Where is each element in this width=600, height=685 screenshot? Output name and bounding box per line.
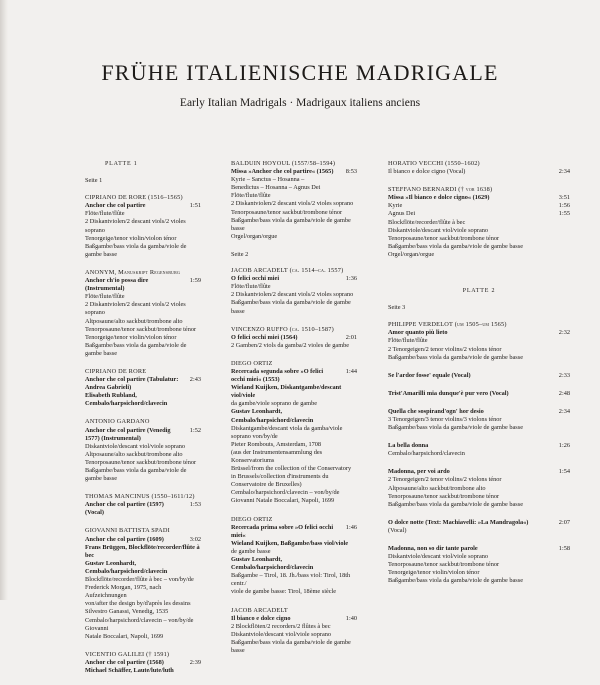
track-duration: 2:33: [558, 371, 570, 379]
track-text: da gambe/viole soprano de gambe: [231, 400, 318, 408]
track-line: [231, 299, 357, 315]
track-text: Baßgambe/bass viola da gamba/viole de gambe basse: [388, 242, 523, 250]
track-entry: [231, 267, 357, 316]
track-text: Blockflöte/recorder/flûte à bec – von/by/de: [85, 576, 194, 584]
track-text: Se l'ardor fosse' equale (Vocal): [388, 371, 471, 379]
track-line: [231, 433, 357, 441]
track-text: Amor quanto più lieto: [388, 329, 448, 337]
track-line: [231, 176, 357, 184]
track-text: Recercada segunda sobre »O felici occhi miei« (1553): [231, 367, 324, 384]
track-line: [85, 293, 201, 301]
track-duration: 1:52: [189, 426, 201, 434]
track-entry: [388, 468, 570, 508]
track-text: 3 Tenorgeigen/3 tenor violins/3 violons ténor: [388, 415, 502, 423]
track-line: [231, 548, 357, 556]
track-text: Gustav Leonhardt, Cembalo/harpsichord/clavecin: [85, 559, 168, 575]
track-line: [231, 200, 357, 208]
track-line: [231, 572, 357, 588]
track-text: Kyrie – Sanctus – Hosanna –: [231, 176, 305, 184]
track-text: Baßgambe/bass viola da gamba/viole de gambe basse: [231, 638, 351, 654]
composer-line: [85, 269, 201, 277]
composer-line: [231, 360, 357, 368]
side-heading: Seite 3: [388, 304, 406, 312]
track-line: [231, 449, 357, 465]
track-line: [231, 233, 357, 241]
track-line: [388, 569, 570, 577]
track-line: [388, 501, 570, 509]
composer-line: [231, 267, 357, 275]
track-text: Baßgambe/bass viola da gamba/viole de gambe basse: [231, 299, 351, 315]
track-text: Anchor ch'io possa dire (Instrumental): [85, 277, 149, 293]
track-text: 2 Blockflöten/2 recorders/2 flûtes à bec: [231, 622, 331, 630]
composer-name: JACOB ARCADELT (ca. 1514–ca. 1557): [231, 267, 344, 275]
track-text: Baßgambe/bass viola da gamba/viole de gambe basse: [85, 467, 187, 483]
track-line: [85, 584, 201, 600]
track-text: Tenorposaune/tenor sackbut/trombone ténor: [231, 208, 343, 216]
track-duration: 3:02: [189, 535, 201, 543]
track-line: [388, 372, 570, 380]
track-text: Anchor che col partire (1597) (Vocal): [85, 501, 164, 517]
track-text: O felici occhi miei: [231, 275, 280, 283]
track-text: Kyrie: [388, 202, 403, 210]
track-line: [231, 631, 357, 639]
track-entry: [231, 160, 357, 241]
track-duration: 1:26: [558, 442, 570, 450]
composer-line: [388, 186, 570, 194]
composer-line: [85, 368, 201, 376]
track-text: Cembalo/harpsichord/clavecin – von/by/de Giovanni: [85, 616, 194, 632]
track-duration: 1:53: [189, 501, 201, 509]
track-line: [85, 202, 201, 210]
track-text: Tenorposaune/tenor sackbut/trombone ténor: [85, 325, 197, 333]
track-duration: 1:55: [558, 210, 570, 218]
track-text: Baßgambe/bass viola da gamba/viole de gambe basse: [85, 341, 187, 357]
track-line: [388, 476, 570, 484]
tracklist-column-2: [231, 160, 357, 665]
track-duration: 2:34: [558, 407, 570, 415]
track-line: [85, 326, 201, 334]
track-text: Baßgambe/bass viola da gamba/viole de gambe basse: [388, 424, 523, 432]
track-text: Tenorposaune/tenor sackbut/trombone ténor: [388, 492, 500, 500]
track-text: Anchor che col partire (Tabulatur: Andrea Gabrieli): [85, 376, 179, 392]
track-line: [231, 184, 357, 192]
composer-name: THOMAS MANCINUS (1550–1611/12): [85, 493, 195, 501]
track-text: Baßgambe – Tirol, 18. Jh./bass viol: Tirol, 18th centr./: [231, 572, 351, 588]
track-line: [231, 291, 357, 299]
track-entry: [85, 269, 201, 358]
track-line: [388, 235, 570, 243]
track-duration: 1:36: [345, 275, 357, 283]
track-text: soprano von/by/de: [231, 432, 278, 440]
record-heading: PLATTE 1: [105, 161, 138, 167]
track-text: Flöte/flute/flûte: [231, 283, 271, 291]
track-duration: 1:56: [558, 202, 570, 210]
track-entry: [231, 607, 357, 656]
track-duration: 1:59: [189, 277, 201, 285]
track-duration: 8:53: [345, 168, 357, 176]
track-text: La bella donna: [388, 442, 429, 450]
track-line: [231, 615, 357, 623]
tracklist-column-3: [388, 160, 570, 595]
track-line: [231, 384, 357, 400]
track-text: de gambe basse: [231, 547, 271, 555]
track-text: 2 Gamben/2 viols da gamba/2 violes de gambe: [231, 341, 350, 349]
composer-line: [85, 527, 201, 535]
composer-name: BALDUIN HOYOUL (1557/58–1594): [231, 160, 336, 167]
track-duration: 3:51: [558, 194, 570, 202]
track-line: [85, 617, 201, 633]
track-duration: 1:54: [558, 468, 570, 476]
track-text: Frans Brüggen, Blockflöte/recorder/flûte à bec: [85, 543, 200, 559]
track-text: Quella che sospirand'ogn' hor desio: [388, 407, 484, 415]
track-text: 2 Diskantviolen/2 descant viols/2 violes soprano: [85, 301, 186, 317]
track-text: Conservatoire de Bruxelles): [231, 481, 302, 489]
track-entry: [231, 326, 357, 350]
composer-line: [85, 493, 201, 501]
track-line: [85, 467, 201, 483]
track-line: [85, 544, 201, 560]
track-text: Madonna, per voi ardo: [388, 468, 450, 476]
track-line: [388, 527, 570, 535]
track-line: [85, 392, 201, 408]
track-text: Natale Boccalari, Napoli, 1699: [85, 632, 164, 640]
track-text: Tenorposaune/tenor sackbut/trombone ténor: [85, 458, 197, 466]
track-line: [231, 524, 357, 540]
track-duration: 2:32: [558, 329, 570, 337]
track-line: [231, 497, 357, 505]
track-line: [231, 489, 357, 497]
track-duration: 2:39: [189, 658, 201, 666]
track-entry: [85, 194, 201, 259]
track-text: von/after the design by/d'après les dessins: [85, 600, 191, 608]
track-duration: 1:40: [345, 614, 357, 622]
track-entry: [388, 186, 570, 259]
track-entry: [231, 360, 357, 506]
track-line: [388, 168, 570, 176]
track-text: Flöte/flute/flûte: [231, 192, 271, 200]
track-text: O dolce notte (Text: Machiavelli: »La Mandragola«): [388, 518, 529, 526]
composer-name: CIPRIANO DE RORE: [85, 367, 147, 375]
track-text: Blockflöte/recorder/flûte à bec: [388, 218, 466, 226]
composer-line: [85, 651, 201, 659]
composer-name: JACOB ARCADELT: [231, 606, 288, 614]
track-duration: 1:46: [345, 523, 357, 531]
track-text: Diskantviole/descant viol/viole soprano: [388, 553, 489, 561]
track-entry: [85, 368, 201, 408]
track-line: [231, 400, 357, 408]
track-text: Altposaune/alto sackbut/trombone alto: [388, 484, 486, 492]
composer-line: [231, 160, 357, 168]
track-entry: [388, 321, 570, 361]
track-text: Tenorgeige/tenor violin/violon ténor: [85, 234, 177, 242]
track-line: [85, 277, 201, 293]
track-line: [85, 459, 201, 467]
sleeve-edge: [0, 0, 8, 600]
track-text: Tenorposaune/tenor sackbut/trombone ténor: [388, 234, 500, 242]
track-line: [231, 556, 357, 572]
track-text: Anchor che col partire (Venedig 1577) (Instrumental): [85, 426, 171, 442]
composer-name: CIPRIANO DE RORE (1516–1565): [85, 194, 183, 202]
track-line: [388, 337, 570, 345]
track-entry: [85, 527, 201, 640]
track-line: [85, 243, 201, 259]
track-line: [231, 217, 357, 233]
track-text: (Vocal): [388, 526, 407, 534]
track-duration: 1:51: [189, 202, 201, 210]
composer-line: [388, 321, 570, 329]
track-duration: 2:43: [189, 376, 201, 384]
track-line: [231, 425, 357, 433]
track-line: [388, 545, 570, 553]
track-line: [85, 342, 201, 358]
track-text: Benedictus – Hosanna – Agnus Dei: [231, 184, 321, 192]
composer-line: [85, 194, 201, 202]
track-line: [85, 576, 201, 584]
record-heading: PLATTE 2: [462, 288, 496, 295]
composer-line: [231, 326, 357, 334]
track-line: [231, 368, 357, 384]
album-subtitle: Early Italian Madrigals · Madrigaux italiens anciens: [179, 97, 421, 109]
track-line: [388, 346, 570, 354]
track-text: Diskantgambe/descant viola da gamba/viole: [231, 424, 343, 432]
track-text: Tenorposaune/tenor sackbut/trombone ténor: [388, 561, 500, 569]
track-text: Michael Schäffer, Laute/lute/luth: [85, 666, 174, 674]
track-text: Altposaune/alto sackbut/trombone alto: [85, 317, 183, 325]
track-entry: [85, 418, 201, 483]
track-text: Tenorgeige/tenor violin/violon ténor: [85, 333, 177, 341]
track-line: [231, 342, 357, 350]
track-text: Anchor che col partire: [85, 202, 146, 210]
track-line: [388, 519, 570, 527]
track-text: 2 Diskantviolen/2 descant viols/2 violes soprano: [85, 218, 186, 234]
track-text: Missa »Anchor che col partire« (1565): [231, 168, 334, 176]
track-text: 2 Diskantviolen/2 descant viols/2 violes soprano: [231, 291, 354, 299]
track-duration: 1:58: [558, 545, 570, 552]
album-title: FRÜHE ITALIENISCHE MADRIGALE: [101, 60, 499, 85]
track-text: Flöte/flute/flûte: [388, 337, 428, 345]
side-heading: Seite 1: [85, 177, 103, 185]
track-entry: [388, 442, 570, 458]
track-duration: 2:34: [558, 168, 570, 176]
track-line: [85, 218, 201, 234]
track-line: [388, 442, 570, 450]
track-line: [231, 623, 357, 631]
track-text: Orgel/organ/orgue: [388, 250, 435, 258]
track-line: [231, 441, 357, 449]
track-line: [85, 560, 201, 576]
composer-line: [388, 160, 570, 168]
track-text: Missa »Il bianco e dolce cigno« (1629): [388, 194, 490, 202]
track-line: [388, 329, 570, 337]
composer-name: ANONYM, Manuskript Regensburg: [85, 268, 181, 276]
track-line: [388, 243, 570, 251]
composer-name: VINCENZO RUFFO (ca. 1510–1587): [231, 325, 334, 333]
composer-line: [231, 607, 357, 615]
track-text: Flöte/flute/flûte: [85, 293, 125, 301]
track-text: Diskantviole/descant viol/viole soprano: [231, 630, 332, 638]
track-entry: [85, 651, 201, 675]
track-line: [388, 210, 570, 218]
track-line: [231, 540, 357, 548]
track-text: Gustav Leonhardt, Cembalo/harpsichord/clavecin: [231, 556, 314, 572]
track-line: [231, 588, 357, 596]
composer-name: PHILIPPE VERDELOT (um 1505–um 1565): [388, 321, 507, 329]
track-duration: 2:01: [345, 333, 357, 341]
track-line: [85, 633, 201, 641]
track-line: [231, 473, 357, 481]
track-line: [85, 536, 201, 544]
track-line: [231, 209, 357, 217]
track-line: [231, 465, 357, 473]
track-entry: [388, 390, 570, 398]
track-line: [85, 301, 201, 317]
track-line: [388, 493, 570, 501]
track-line: [388, 450, 570, 458]
track-duration: 1:44: [345, 367, 357, 375]
composer-name: ANTONIO GARDANO: [85, 418, 150, 426]
composer-line: [85, 418, 201, 426]
track-entry: [388, 545, 570, 585]
track-text: Pieter Rombouts, Amsterdam, 1708: [231, 440, 322, 448]
track-line: [85, 334, 201, 342]
track-line: [388, 416, 570, 424]
track-text: Flöte/flute/flûte: [85, 210, 125, 218]
tracklist-column-1: [85, 160, 201, 685]
composer-name: STEFFANO BERNARDI († vor 1638): [388, 186, 493, 194]
track-line: [85, 451, 201, 459]
track-text: Madonna, non so dir tante parole: [388, 545, 478, 552]
track-entry: [388, 408, 570, 432]
track-duration: 2:48: [558, 389, 570, 397]
track-text: in Brussels/collection d'instruments du: [231, 473, 329, 481]
side-heading: Seite 2: [231, 250, 249, 258]
track-line: [85, 600, 201, 608]
track-line: [85, 501, 201, 517]
track-duration: 2:07: [558, 518, 570, 526]
track-text: Agnus Dei: [388, 210, 416, 218]
track-text: Tenorgeige/tenor violin/violon ténor: [388, 569, 480, 577]
track-text: Anchor che col partire (1609): [85, 535, 164, 543]
track-text: Trist'Amarilli mia dunque'è pur vero (Vocal): [388, 389, 509, 397]
track-line: [388, 354, 570, 362]
track-line: [231, 283, 357, 291]
track-line: [231, 639, 357, 655]
track-line: [388, 202, 570, 210]
track-text: Baßgambe/bass viola da gamba/viole de gambe basse: [388, 500, 523, 508]
track-line: [388, 408, 570, 416]
track-text: Cembalo/harpsichord/clavecin: [388, 450, 465, 458]
track-line: [388, 553, 570, 561]
composer-name: VICENTIO GALILEI († 1591): [85, 650, 170, 658]
track-text: Altposaune/alto sackbut/trombone alto: [85, 450, 183, 458]
track-line: [85, 443, 201, 451]
track-text: Cembalo/harpsichord/clavecin – von/by/de: [231, 489, 340, 497]
track-entry: [388, 160, 570, 176]
composer-name: GIOVANNI BATTISTA SPADI: [85, 527, 170, 535]
track-line: [85, 318, 201, 326]
track-text: Il bianco e dolce cigno (Vocal): [388, 168, 466, 176]
track-entry: [388, 372, 570, 380]
composer-name: DIEGO ORTIZ: [231, 515, 273, 523]
track-line: [85, 667, 201, 675]
track-line: [388, 577, 570, 585]
track-line: [85, 659, 201, 667]
track-text: Wieland Kuijken, Diskantgambe/descant viol/viole: [231, 384, 342, 400]
track-text: 2 Tenorgeigen/2 tenor violins/2 violons ténor: [388, 345, 502, 353]
track-line: [388, 194, 570, 202]
track-text: O felici occhi miei (1564): [231, 333, 298, 341]
track-text: 2 Diskantviolen/2 descant viols/2 violes soprano: [231, 200, 354, 208]
track-text: viole de gambe basse: Tirol, 18ème siècle: [231, 588, 337, 596]
track-text: Baßgambe/bass viola da gamba/viole de gambe basse: [388, 353, 523, 361]
track-text: Anchor che col partire (1568): [85, 658, 164, 666]
track-text: Baßgambe/bass viola da gamba/viole de gambe basse: [85, 242, 187, 258]
track-text: Wieland Kuijken, Baßgambe/bass viol/viole: [231, 539, 349, 547]
track-line: [85, 608, 201, 616]
track-line: [388, 227, 570, 235]
track-line: [388, 390, 570, 398]
track-text: Baßgambe/bass viola da gamba/viole de gambe basse: [231, 216, 351, 232]
track-line: [231, 168, 357, 176]
track-line: [85, 235, 201, 243]
track-entry: [231, 516, 357, 597]
composer-name: DIEGO ORTIZ: [231, 359, 273, 367]
track-line: [388, 219, 570, 227]
track-line: [388, 485, 570, 493]
track-line: [388, 468, 570, 476]
track-text: Elisabeth Rubland, Cembalo/harpsichord/clavecin: [85, 392, 168, 408]
track-line: [85, 210, 201, 218]
track-text: Il bianco e dolce cigno: [231, 614, 291, 622]
track-text: Gustav Leonhardt, Cembalo/harpsichord/clavecin: [231, 408, 314, 424]
composer-name: HORATIO VECCHI (1550–1602): [388, 160, 480, 167]
track-line: [388, 251, 570, 259]
track-line: [231, 408, 357, 424]
track-text: 2 Tenorgeigen/2 tenor violins/2 violons ténor: [388, 476, 502, 484]
track-line: [388, 561, 570, 569]
track-text: (aus der Instrumentensammlung des Konservatoriums: [231, 448, 323, 464]
track-line: [85, 376, 201, 392]
track-text: Baßgambe/bass viola da gamba/viole de gambe basse: [388, 577, 523, 585]
track-line: [231, 192, 357, 200]
track-text: Frederick Morgan, 1975, nach Aufzeichnungen: [85, 584, 162, 600]
track-line: [85, 427, 201, 443]
track-text: Diskantviole/descant viol/viole soprano: [85, 442, 186, 450]
track-text: Recercada prima sobre »O felici occhi miei«: [231, 523, 334, 539]
track-text: Brüssel/from the collection of the Conservatory: [231, 465, 352, 473]
track-text: Silvestro Ganassi, Venedig, 1535: [85, 608, 169, 616]
track-text: Orgel/organ/orgue: [231, 232, 278, 240]
track-line: [231, 275, 357, 283]
track-text: Giovanni Natale Boccalari, Napoli, 1699: [231, 497, 335, 505]
track-line: [231, 334, 357, 342]
track-line: [388, 424, 570, 432]
track-text: Diskantviole/descant viol/viole soprano: [388, 226, 489, 234]
track-entry: [85, 493, 201, 517]
track-line: [231, 481, 357, 489]
track-entry: [388, 519, 570, 535]
composer-line: [231, 516, 357, 524]
